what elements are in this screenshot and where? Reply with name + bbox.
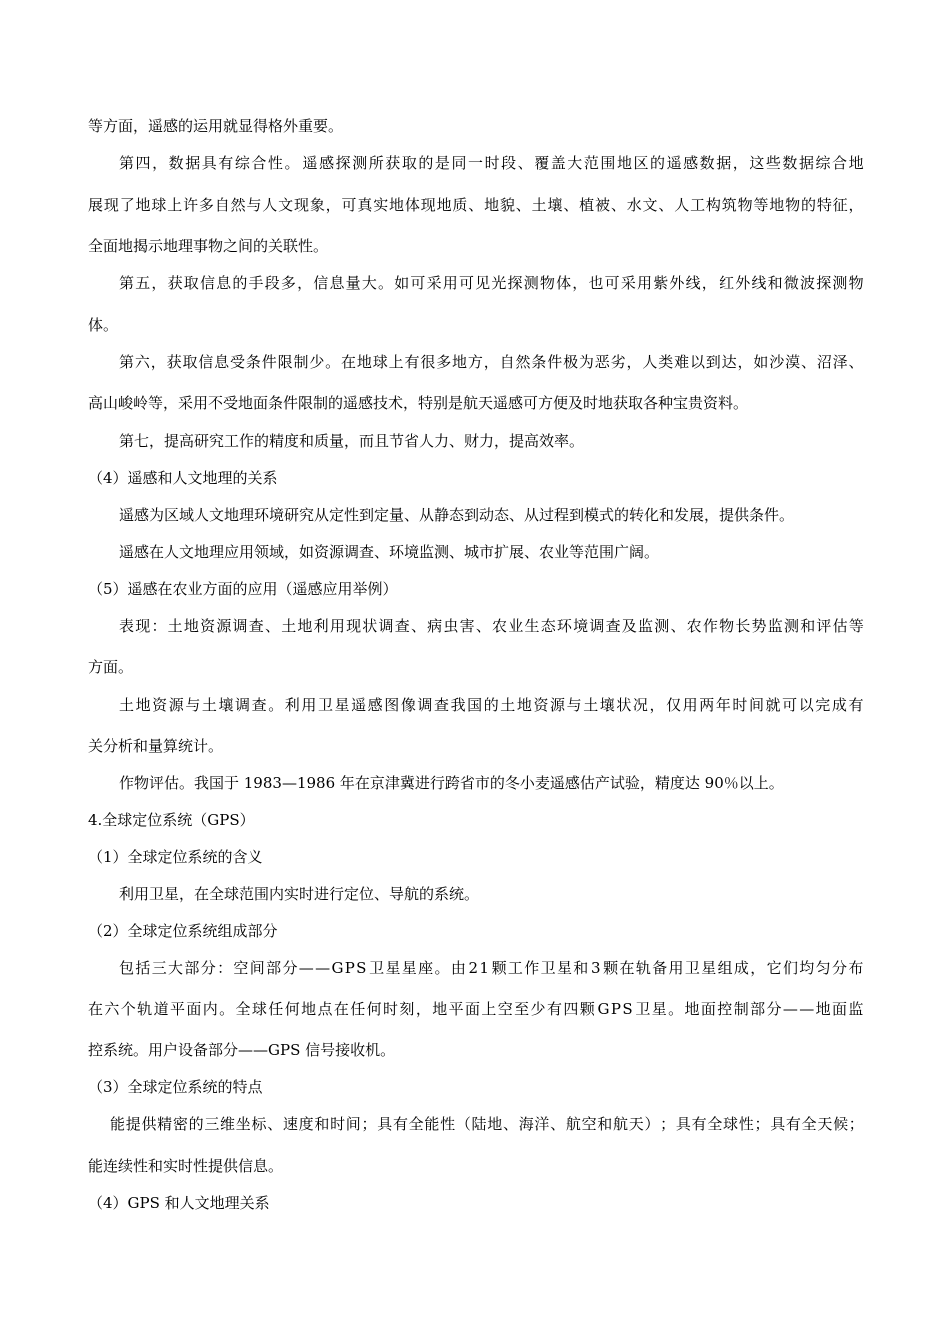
paragraph-line: 高山峻岭等，采用不受地面条件限制的遥感技术，特别是航天遥感可方便及时地获取各种宝贵资料。 xyxy=(88,394,749,412)
paragraph-line: 关分析和量算统计。 xyxy=(88,737,224,755)
paragraph-line: 能连续性和实时性提供信息。 xyxy=(88,1157,284,1175)
paragraph-line: 第 六 ， 获 取 信 息 受 条 件 限 制 少 。 在 地 球 上 有 很 多 地 方 ， 自 然 条 件 极 为 恶 劣 ， 人 类 难 以 到 达 ， 如 沙 漠 、 沼 泽 、 xyxy=(119,353,864,371)
section-heading: （4）GPS 和人文地理关系 xyxy=(88,1194,270,1212)
paragraph-line: 遥感在人文地理应用领域，如资源调查、环境监测、城市扩展、农业等范围广阔。 xyxy=(119,543,660,561)
paragraph-line: 能 提 供 精 密 的 三 维 坐 标 、 速 度 和 时 间 ； 具 有 全 能 性 （ 陆 地 、 海 洋 、 航 空 和 航 天 ） ； 具 有 全 球 性 ； 具 有 全 天 候 ； xyxy=(110,1115,864,1133)
paragraph-line: 在 六 个 轨 道 平 面 内 。 全 球 任 何 地 点 在 任 何 时 刻 ， 地 平 面 上 空 至 少 有 四 颗 G P S 卫 星 。 地 面 控 制 部 分 — — 地 面 监 xyxy=(88,1000,864,1018)
paragraph-line: 等方面，遥感的运用就显得格外重要。 xyxy=(88,117,344,135)
paragraph-line: 包 括 三 大 部 分 ： 空 间 部 分 — — G P S 卫 星 星 座 。 由 2 1 颗 工 作 卫 星 和 3 颗 在 轨 备 用 卫 星 组 成 ， 它 们 均 匀 分 布 xyxy=(119,959,864,977)
paragraph-line: 方面。 xyxy=(88,658,134,676)
section-heading: （5）遥感在农业方面的应用（遥感应用举例） xyxy=(88,580,398,598)
section-heading: 4.全球定位系统（GPS） xyxy=(88,811,255,829)
paragraph-line: 遥感为区域人文地理环境研究从定性到定量、从静态到动态、从过程到模式的转化和发展，提供条件。 xyxy=(119,506,795,524)
paragraph-line: 第 四 ， 数 据 具 有 综 合 性 。 遥 感 探 测 所 获 取 的 是 同 一 时 段 、 覆 盖 大 范 围 地 区 的 遥 感 数 据 ， 这 些 数 据 综 合 地 xyxy=(119,154,864,172)
paragraph-line: 表 现 ： 土 地 资 源 调 查 、 土 地 利 用 现 状 调 查 、 病 虫 害 、 农 业 生 态 环 境 调 查 及 监 测 、 农 作 物 长 势 监 测 和 评 估 等 xyxy=(119,617,864,635)
paragraph-line: 第 五 ， 获 取 信 息 的 手 段 多 ， 信 息 量 大 。 如 可 采 用 可 见 光 探 测 物 体 ， 也 可 采 用 紫 外 线 ， 红 外 线 和 微 波 探 测 物 xyxy=(119,274,864,292)
paragraph-line: 利用卫星，在全球范围内实时进行定位、导航的系统。 xyxy=(119,885,480,903)
paragraph-line: 土 地 资 源 与 土 壤 调 查 。 利 用 卫 星 遥 感 图 像 调 查 我 国 的 土 地 资 源 与 土 壤 状 况 ， 仅 用 两 年 时 间 就 可 以 完 成 有 xyxy=(119,696,864,714)
paragraph-line: 展 现 了 地 球 上 许 多 自 然 与 人 文 现 象 ， 可 真 实 地 体 现 地 质 、 地 貌 、 土 壤 、 植 被 、 水 文 、 人 工 构 筑 物 等 地 物 的 特 征 ， xyxy=(88,196,864,214)
section-heading: （2）全球定位系统组成部分 xyxy=(88,922,278,940)
section-heading: （4）遥感和人文地理的关系 xyxy=(88,469,278,487)
paragraph-line: 第七，提高研究工作的精度和质量，而且节省人力、财力，提高效率。 xyxy=(119,432,585,450)
section-heading: （1）全球定位系统的含义 xyxy=(88,848,263,866)
paragraph-line: 作物评估。我国于 1983—1986 年在京津冀进行跨省市的冬小麦遥感估产试验，精度达 90％以上。 xyxy=(119,774,784,792)
paragraph-line: 全面地揭示地理事物之间的关联性。 xyxy=(88,237,329,255)
section-heading: （3）全球定位系统的特点 xyxy=(88,1078,263,1096)
paragraph-line: 体。 xyxy=(88,316,119,334)
paragraph-line: 控系统。用户设备部分——GPS 信号接收机。 xyxy=(88,1041,396,1059)
